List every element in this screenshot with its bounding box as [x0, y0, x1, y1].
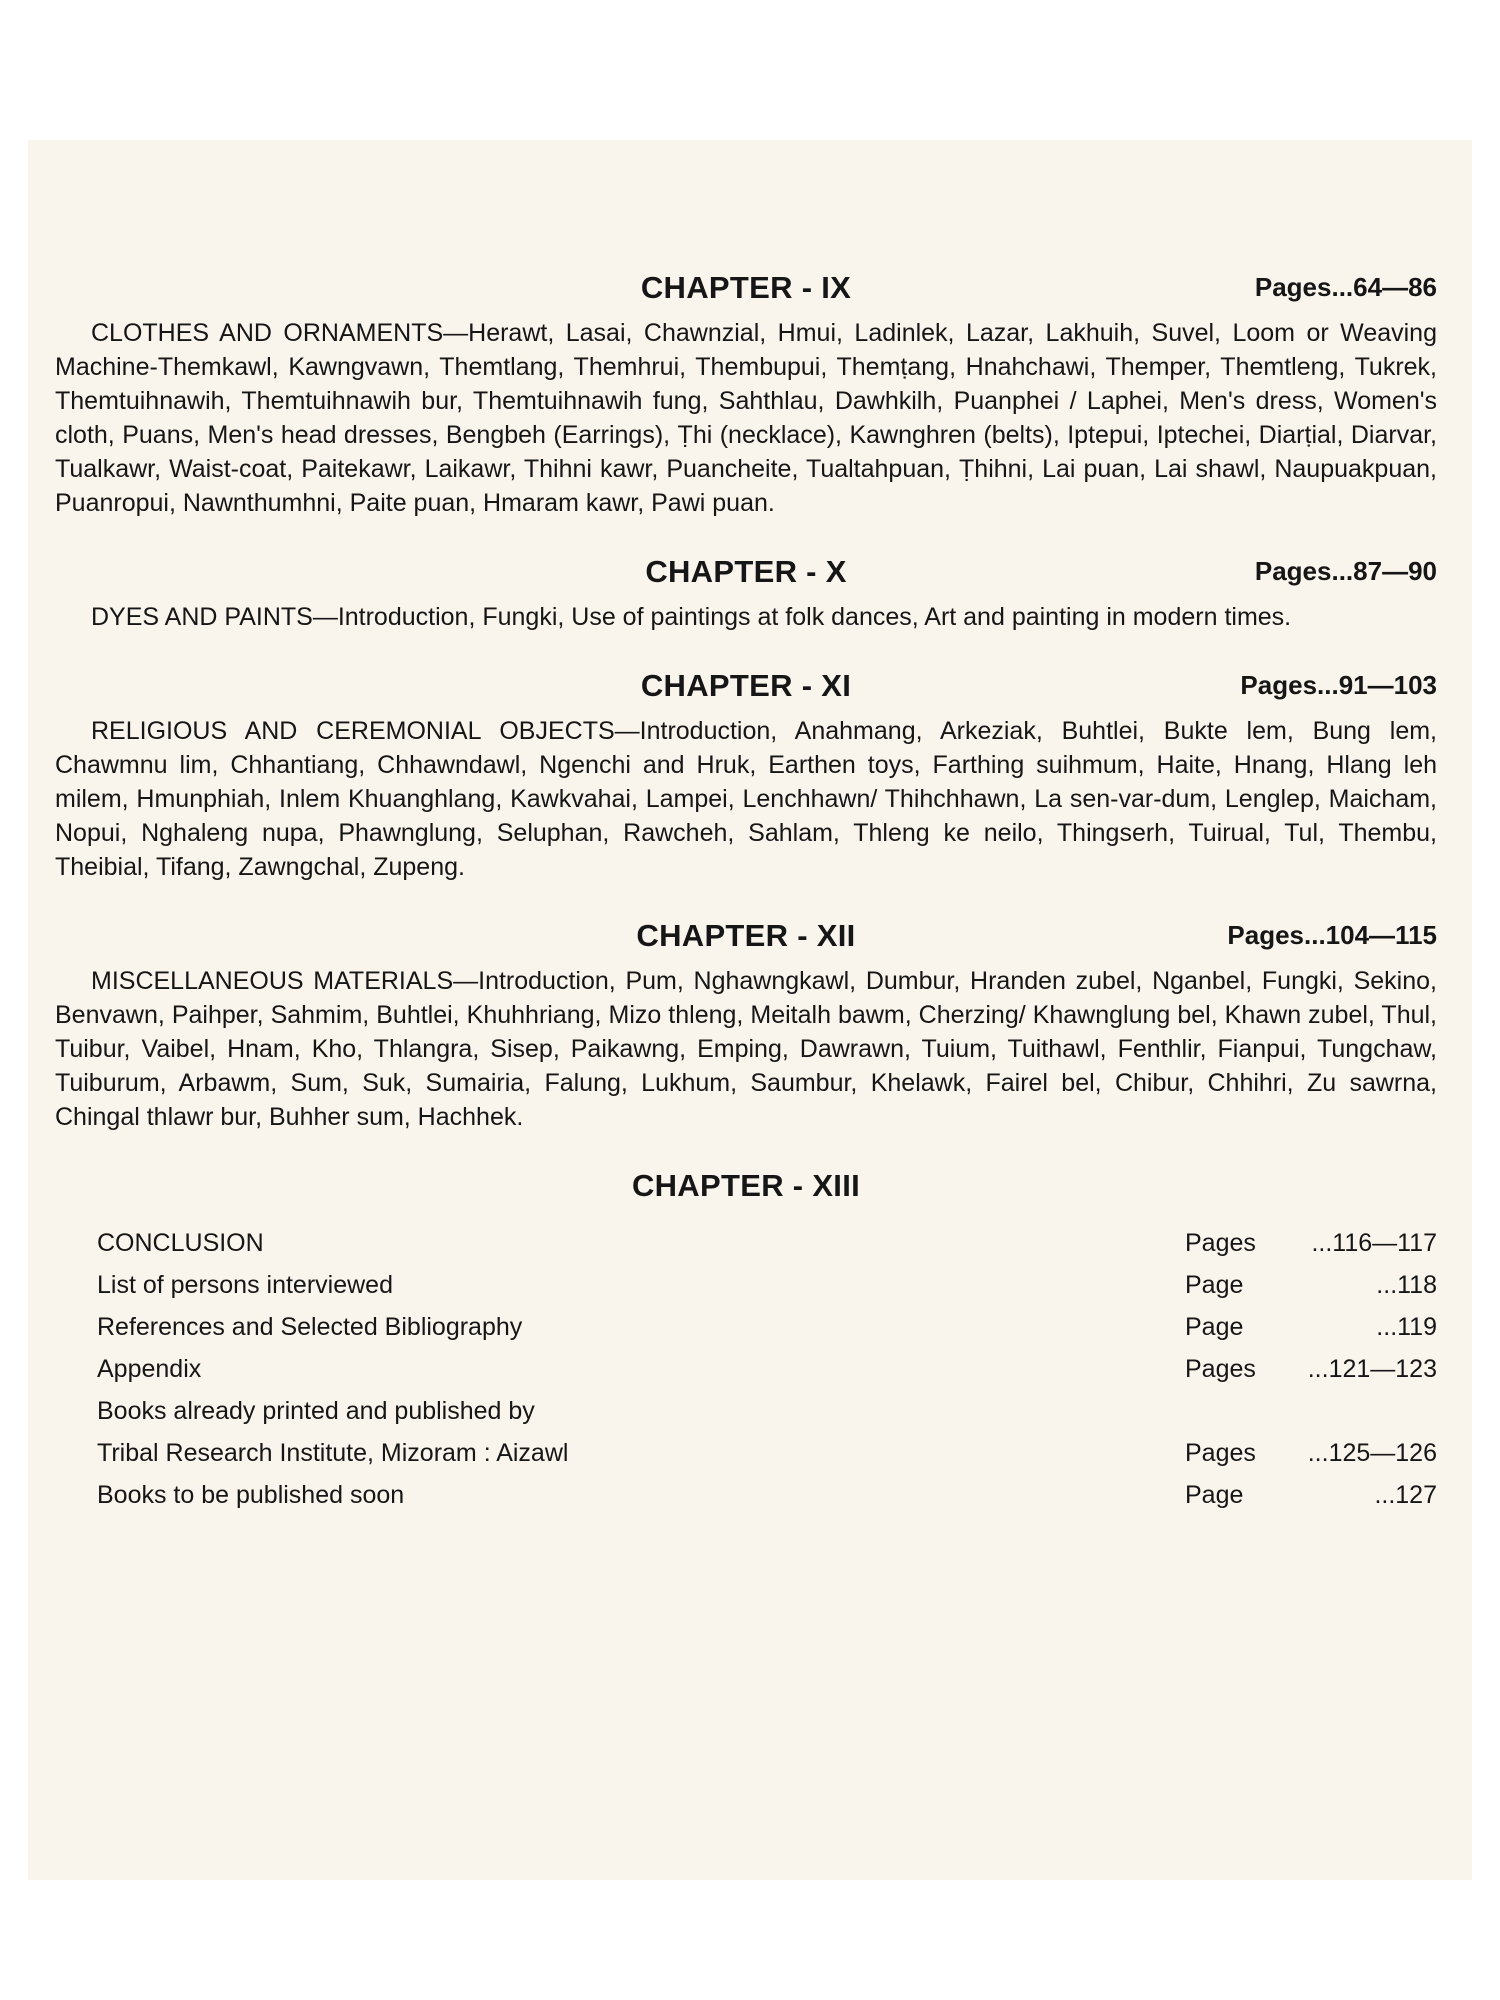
table-of-contents [55, 270, 1437, 1550]
chapter-header [55, 1168, 1437, 1214]
list-item [97, 1264, 1437, 1306]
pages-value: ...121—123 [1307, 1355, 1437, 1383]
chapter-contents: RELIGIOUS AND CEREMONIAL OBJECTS—Introduction, Anahmang, Arkeziak, Buhtlei, Bukte lem, Bung lem, Chawmnu lim, Chhantiang, Chhawndawl, Ngenchi and Hruk, Earthen toys, Farthing suihmum, Haite, Hnang, Hlang leh milem, Hmunphiah, Inlem Khuanghlang, Kawkvahai, Lampei, Lenchhawn/ Thihchhawn, La sen-var-dum, Lenglep, Maicham, Nopui, Nghaleng nupa, Phawnglung, Seluphan, Rawcheh, Sahlam, Thleng ke neilo, Thingserh, Tuirual, Tul, Thembu, Theibial, Tifang, Zawngchal, Zupeng. [55, 717, 1437, 881]
pages-value: ...118 [1376, 1271, 1437, 1299]
list-item [97, 1432, 1437, 1474]
pages-value: ...127 [1374, 1481, 1437, 1509]
chapter-title: CHAPTER - XII [636, 918, 856, 953]
pages-label: Pages [1185, 1229, 1256, 1257]
entry-label: Books to be published soon [97, 1481, 405, 1509]
chapter-xi [55, 668, 1437, 884]
chapter-page-range: Pages...87—90 [1254, 556, 1437, 586]
entry-label: List of persons interviewed [97, 1271, 393, 1299]
entry-pages [1185, 1222, 1437, 1264]
chapter-contents: MISCELLANEOUS MATERIALS—Introduction, Pum, Nghawngkawl, Dumbur, Hranden zubel, Nganbel, Fungki, Sekino, Benvawn, Paihper, Sahmim, Buhtlei, Khuhhriang, Mizo thleng, Meitalh bawm, Cherzing/ Khawnglung bel, Khawn zubel, Thul, Tuibur, Vaibel, Hnam, Kho, Thlangra, Sisep, Paikawng, Emping, Dawrawn, Tuium, Tuithawl, Fenthlir, Fianpui, Tungchaw, Tuiburum, Arbawm, Sum, Suk, Sumairia, Falung, Lukhum, Saumbur, Khelawk, Fairel bel, Chibur, Chhihri, Zu sawrna, Chingal thlawr bur, Buhher sum, Hachhek. [55, 967, 1437, 1131]
chapter-header [55, 554, 1437, 600]
chapter-page-range: Pages...64—86 [1254, 272, 1437, 302]
chapter-ix [55, 270, 1437, 520]
chapter-title: CHAPTER - XIII [631, 1168, 861, 1203]
pages-value: ...116—117 [1311, 1229, 1437, 1257]
list-item [97, 1390, 1437, 1432]
entry-label: Books already printed and published by [97, 1397, 535, 1425]
entry-label: Tribal Research Institute, Mizoram : Aizawl [97, 1439, 569, 1467]
chapter-header [55, 918, 1437, 964]
chapter-page-range: Pages...104—115 [1227, 920, 1437, 950]
list-item [97, 1474, 1437, 1516]
pages-label: Page [1185, 1271, 1244, 1299]
entry-pages [1185, 1474, 1437, 1516]
pages-value: ...125—126 [1307, 1439, 1437, 1467]
chapter-title: CHAPTER - X [645, 554, 847, 589]
chapter-header [55, 270, 1437, 316]
pages-label: Page [1185, 1481, 1244, 1509]
chapter-title: CHAPTER - XI [640, 668, 852, 703]
chapter-xii [55, 918, 1437, 1134]
pages-value: ...119 [1376, 1313, 1437, 1341]
list-item [97, 1306, 1437, 1348]
list-item [97, 1348, 1437, 1390]
entry-pages [1185, 1348, 1437, 1390]
end-matter-list [55, 1222, 1437, 1516]
pages-label: Pages [1185, 1439, 1256, 1467]
pages-label: Page [1185, 1313, 1244, 1341]
chapter-page-range: Pages...91—103 [1240, 670, 1437, 700]
chapter-contents: DYES AND PAINTS—Introduction, Fungki, Use of paintings at folk dances, Art and painting in modern times. [91, 603, 1292, 631]
chapter-header [55, 668, 1437, 714]
chapter-x [55, 554, 1437, 634]
entry-pages [1185, 1306, 1437, 1348]
chapter-contents: CLOTHES AND ORNAMENTS—Herawt, Lasai, Chawnzial, Hmui, Ladinlek, Lazar, Lakhuih, Suvel, Loom or Weaving Machine-Themkawl, Kawngvawn, Themtlang, Themhrui, Thembupui, Themṭang, Hnahchawi, Themper, Themtleng, Tukrek, Themtuihnawih, Themtuihnawih bur, Themtuihnawih fung, Sahthlau, Dawhkilh, Puanphei / Laphei, Men's dress, Women's cloth, Puans, Men's head dresses, Bengbeh (Earrings), Ṭhi (necklace), Kawnghren (belts), Iptepui, Iptechei, Diarṭial, Diarvar, Tualkawr, Waist-coat, Paitekawr, Laikawr, Thihni kawr, Puancheite, Tualtahpuan, Ṭhihni, Lai puan, Lai shawl, Naupuakpuan, Puanropui, Nawnthumhni, Paite puan, Hmaram kawr, Pawi puan. [55, 319, 1437, 517]
entry-label: Appendix [97, 1355, 202, 1383]
entry-pages [1185, 1264, 1437, 1306]
list-item [97, 1222, 1437, 1264]
chapter-xiii [55, 1168, 1437, 1516]
entry-pages [1185, 1432, 1437, 1474]
entry-label: References and Selected Bibliography [97, 1313, 523, 1341]
pages-label: Pages [1185, 1355, 1256, 1383]
entry-label: CONCLUSION [97, 1229, 264, 1257]
chapter-title: CHAPTER - IX [640, 270, 852, 305]
